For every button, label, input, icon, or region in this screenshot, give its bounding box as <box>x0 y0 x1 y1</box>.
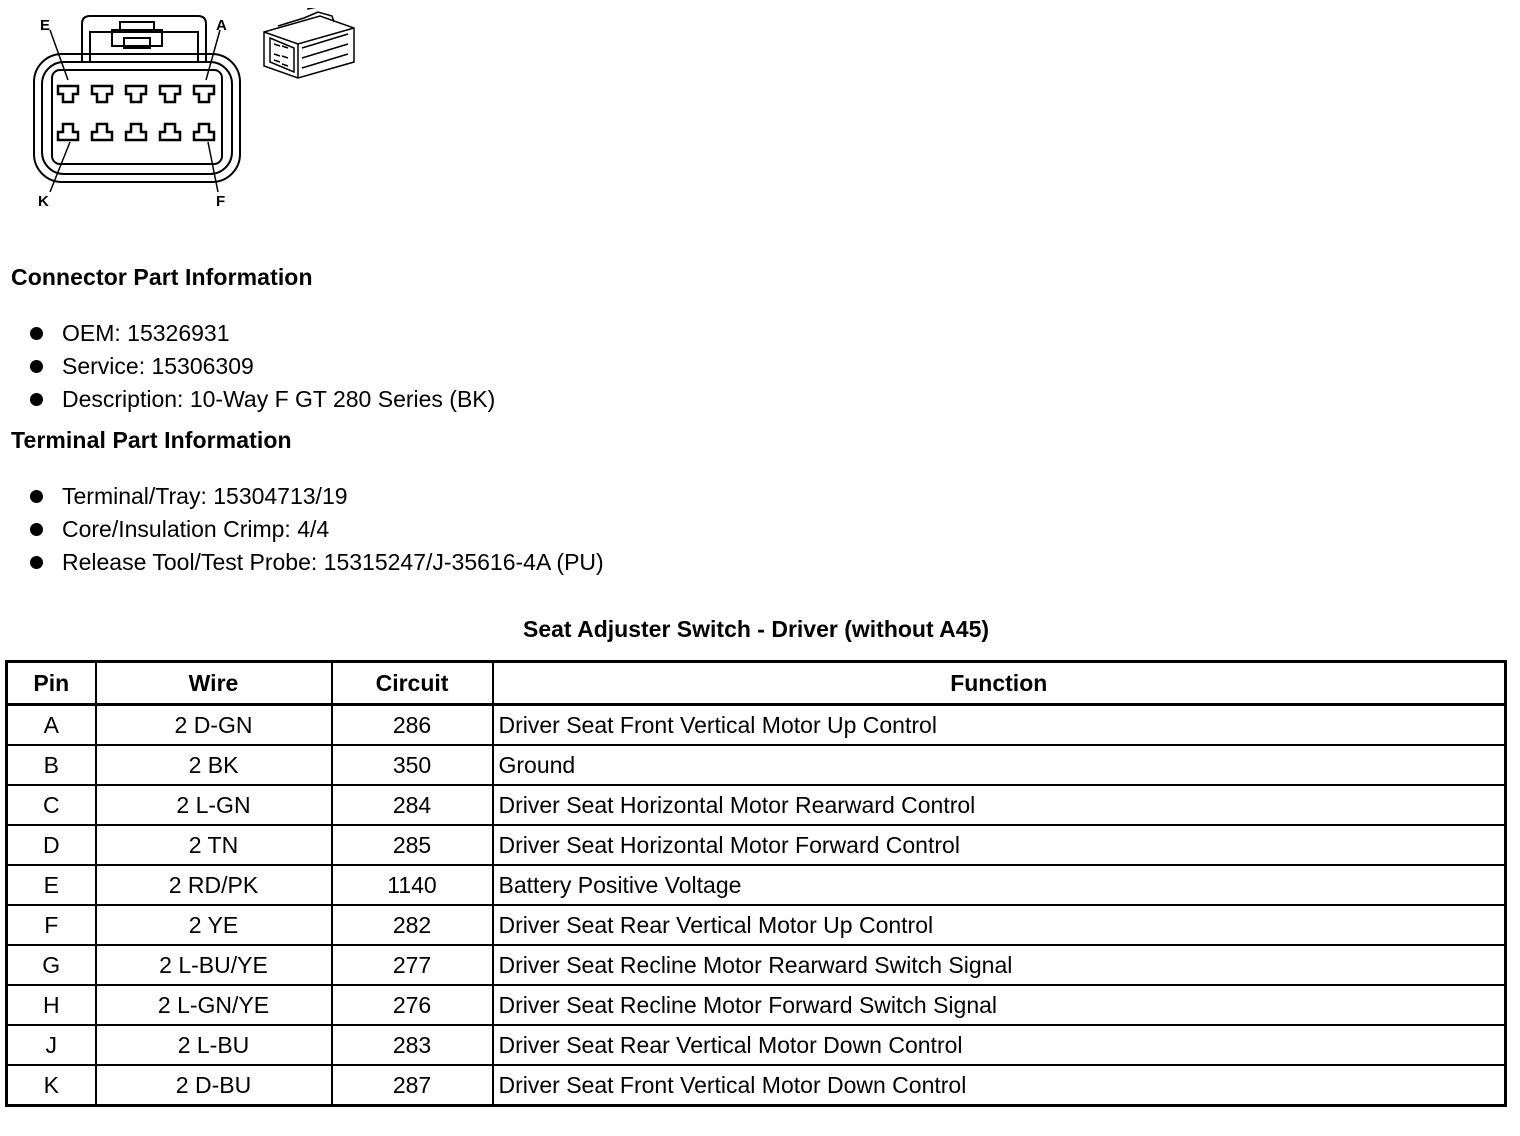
terminal-cavity <box>58 124 78 140</box>
terminal-cavity <box>126 86 146 102</box>
list-item: Release Tool/Test Probe: 15315247/J-35616-4A (PU) <box>30 546 604 579</box>
pin-cell: J <box>7 1025 96 1065</box>
list-item: Core/Insulation Crimp: 4/4 <box>30 513 604 546</box>
function-cell: Driver Seat Recline Motor Forward Switch Signal <box>493 985 1506 1025</box>
circuit-cell: 1140 <box>332 865 493 905</box>
terminal-cavity <box>194 124 214 140</box>
connector-face-diagram <box>20 8 250 213</box>
function-cell: Battery Positive Voltage <box>493 865 1506 905</box>
pin-cell: A <box>7 705 96 746</box>
wire-cell: 2 BK <box>96 745 332 785</box>
pin-cell: D <box>7 825 96 865</box>
wire-cell: 2 D-BU <box>96 1065 332 1106</box>
table-row <box>7 905 1506 945</box>
table-row <box>7 1065 1506 1106</box>
function-cell: Driver Seat Front Vertical Motor Up Control <box>493 705 1506 746</box>
pin-label-a: A <box>216 17 227 34</box>
table-row <box>7 745 1506 785</box>
terminal-cavity <box>194 86 214 102</box>
connector-illustration <box>256 8 366 84</box>
connector-info-title: Connector Part Information <box>11 264 313 290</box>
pin-cell: K <box>7 1065 96 1106</box>
table-row <box>7 945 1506 985</box>
circuit-cell: 283 <box>332 1025 493 1065</box>
wire-cell: 2 D-GN <box>96 705 332 746</box>
pin-cell: C <box>7 785 96 825</box>
table-header-row <box>7 662 1506 705</box>
table-row <box>7 825 1506 865</box>
circuit-cell: 276 <box>332 985 493 1025</box>
terminal-cavity <box>126 124 146 140</box>
pin-label-f: F <box>216 193 226 210</box>
wire-cell: 2 L-BU <box>96 1025 332 1065</box>
table-row <box>7 785 1506 825</box>
table-row <box>7 1025 1506 1065</box>
header-function: Function <box>493 662 1506 705</box>
table-row <box>7 985 1506 1025</box>
list-item: OEM: 15326931 <box>30 317 495 350</box>
function-cell: Driver Seat Recline Motor Rearward Switch Signal <box>493 945 1506 985</box>
function-cell: Driver Seat Front Vertical Motor Down Control <box>493 1065 1506 1106</box>
table-title: Seat Adjuster Switch - Driver (without A45) <box>522 616 990 642</box>
circuit-cell: 282 <box>332 905 493 945</box>
pinout-table <box>5 660 1507 1107</box>
terminal-cavity <box>160 124 180 140</box>
pin-label-e: E <box>40 17 51 34</box>
list-item: Description: 10-Way F GT 280 Series (BK) <box>30 383 495 416</box>
header-circuit: Circuit <box>332 662 493 705</box>
circuit-cell: 286 <box>332 705 493 746</box>
header-pin: Pin <box>7 662 96 705</box>
circuit-cell: 277 <box>332 945 493 985</box>
list-item: Terminal/Tray: 15304713/19 <box>30 480 604 513</box>
header-wire: Wire <box>96 662 332 705</box>
function-cell: Ground <box>493 745 1506 785</box>
function-cell: Driver Seat Rear Vertical Motor Down Control <box>493 1025 1506 1065</box>
terminal-cavity <box>92 124 112 140</box>
wire-cell: 2 L-BU/YE <box>96 945 332 985</box>
pin-cell: E <box>7 865 96 905</box>
pin-label-k: K <box>38 193 49 210</box>
table-row <box>7 705 1506 746</box>
function-cell: Driver Seat Horizontal Motor Rearward Control <box>493 785 1506 825</box>
circuit-cell: 287 <box>332 1065 493 1106</box>
list-item: Service: 15306309 <box>30 350 495 383</box>
circuit-cell: 350 <box>332 745 493 785</box>
pin-cell: B <box>7 745 96 785</box>
pin-cell: F <box>7 905 96 945</box>
connector-info-list <box>30 317 495 416</box>
wire-cell: 2 TN <box>96 825 332 865</box>
pin-cell: H <box>7 985 96 1025</box>
wire-cell: 2 L-GN/YE <box>96 985 332 1025</box>
terminal-cavity <box>58 86 78 102</box>
terminal-cavity <box>92 86 112 102</box>
pin-cell: G <box>7 945 96 985</box>
wire-cell: 2 RD/PK <box>96 865 332 905</box>
function-cell: Driver Seat Horizontal Motor Forward Control <box>493 825 1506 865</box>
circuit-cell: 285 <box>332 825 493 865</box>
terminal-cavity <box>160 86 180 102</box>
wire-cell: 2 L-GN <box>96 785 332 825</box>
circuit-cell: 284 <box>332 785 493 825</box>
terminal-info-list <box>30 480 604 579</box>
terminal-info-title: Terminal Part Information <box>11 427 292 453</box>
wire-cell: 2 YE <box>96 905 332 945</box>
table-row <box>7 865 1506 905</box>
function-cell: Driver Seat Rear Vertical Motor Up Control <box>493 905 1506 945</box>
